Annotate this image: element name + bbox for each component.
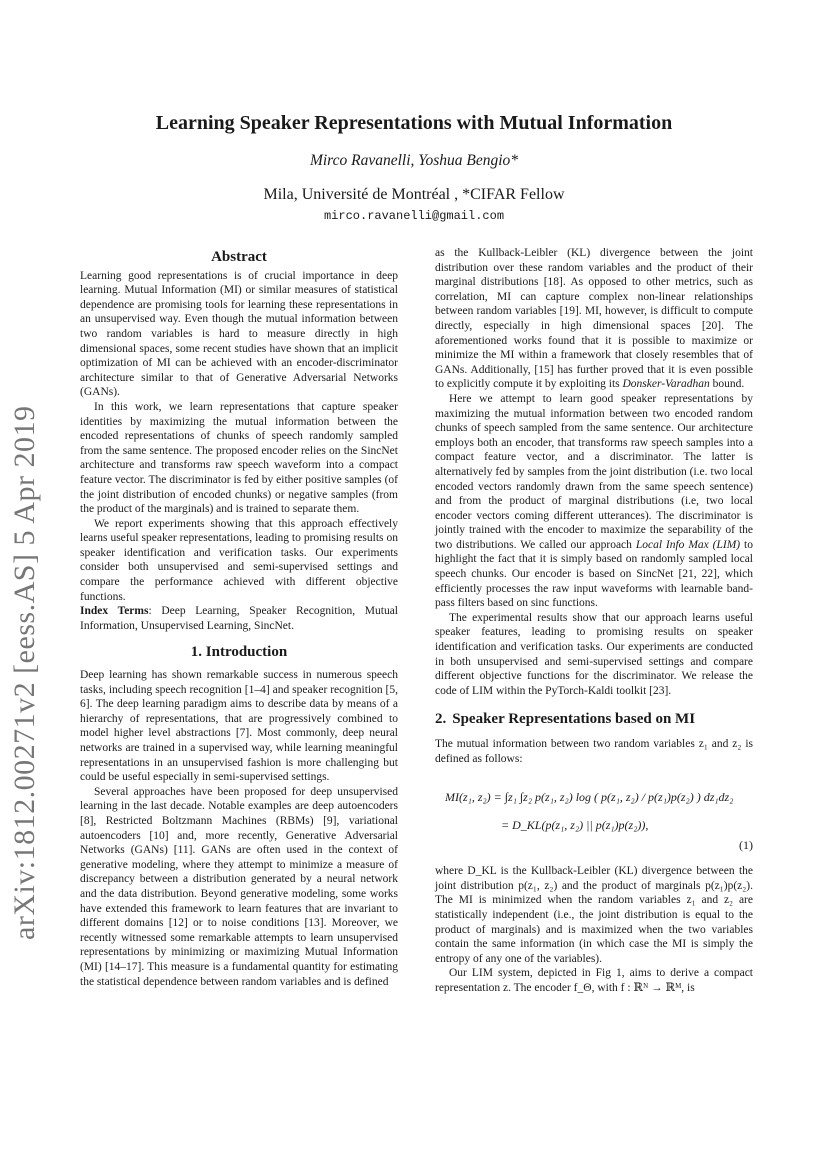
paper-title: Learning Speaker Representations with Mutual Information [155, 112, 673, 134]
abstract-paragraph-2: In this work, we learn representations that capture speaker identities by maximizing the mutual information between the encoded representations of chunks of speech randomly sampled from the same sentence. The proposed encoder relies on the SincNet architecture and transforms raw speech waveform into a compact feature vector. The discriminator is fed by either positive samples (of the joint distribution of encoded chunks) or negative samples (from the product of the marginals) and is trained to separate them. [80, 400, 398, 516]
right-paragraph-6: Our LIM system, depicted in Fig 1, aims to derive a compact representation z. The encoder f_Θ, with f : ℝᴺ → ℝᴹ, is [435, 967, 753, 994]
right-paragraph-1 [435, 246, 753, 392]
right-paragraph-3: The experimental results show that our approach learns useful speaker features, leading to promising results on speaker identification and verification tasks. Our experiments are conducted in both unsupervised and semi-supervised settings and compare different objective functions for the discriminator. We release the code of LIM within the PyTorch-Kaldi toolkit [23]. [435, 611, 753, 697]
section-2-number: 2. [435, 711, 447, 728]
right-column [435, 246, 753, 996]
intro-paragraph-1: Deep learning has shown remarkable success in numerous speech tasks, including speech recognition [1–4] and speaker recognition [5, 6]. The deep learning paradigm aims to describe data by means of a hierarchy of representations, that are progressively combined to model higher level abstractions [7]. Most commonly, deep neural networks are trained in a supervised way, while learning meaningful representations in an unsupervised fashion is more challenging but could be useful especially in semi-supervised settings. [80, 669, 398, 784]
right-paragraph-2 [435, 392, 753, 611]
paper-email[interactable]: mirco.ravanelli@gmail.com [323, 209, 505, 223]
intro-heading: 1. Introduction [190, 644, 288, 661]
arxiv-stamp-text: arXiv:1812.00271v2 [eess.AS] 5 Apr 2019 [8, 405, 41, 940]
intro-paragraph-2: Several approaches have been proposed for deep unsupervised learning in the last decade. Notable examples are deep autoencoders [8], Restricted Boltzmann Machines (RBMs) [9], variational autoencoders [10] and, more recently, Generative Adversarial Networks (GANs) [11]. GANs are often used in the context of generative modeling, where they attempt to minimize a measure of discrepancy between a distribution generated by a neural network and the data distribution. Beyond generative modeling, some works have extended this framework to learn features that are invariant to different domains [12] or to noise conditions [13]. Moreover, we recently witnessed some remarkable attempts to learn unsupervised representations by minimizing or maximizing Mutual Information (MI) [14–17]. This measure is a fundamental quantity for estimating the statistical dependence between random variables and is defined [80, 785, 398, 988]
right-paragraph-2-end: to highlight the fact that it is simply based on randomly sampled local speech chunks. Our encoder is based on SincNet [21, 22], which efficiently processes the raw input waveforms with learnable band-pass filters based on sinc functions. [435, 538, 753, 610]
equation-line-2: = D_KL(p(z₁, z₂) || p(z₁)p(z₂)), [501, 818, 649, 833]
paper-authors: Mirco Ravanelli, Yoshua Bengio* [309, 152, 519, 169]
lim-term: Local Info Max (LIM) [635, 538, 741, 551]
section-2-heading [435, 712, 753, 727]
equation-1 [435, 784, 753, 854]
right-paragraph-1-end: bound. [709, 378, 745, 391]
section-2-title: Speaker Representations based on MI [452, 711, 696, 728]
right-paragraph-1-text: as the Kullback-Leibler (KL) divergence between the joint distribution over these random variables and the product of their marginal distributions [18]. As opposed to other metrics, such as correlation, MI can capture complex non-linear relationships between random variables [19]. MI, however, is difficult to compute directly, especially in high dimensional spaces [20]. The aforementioned works found that it is possible to maximize or minimize the MI within a framework that closely resembles that of GANs. Additionally, [15] has further proved that it is even possible to explicitly compute it by exploiting its [435, 247, 753, 391]
right-paragraph-4: The mutual information between two random variables z₁ and z₂ is defined as follows: [435, 738, 753, 765]
donsker-varadhan-term: Donsker-Varadhan [622, 378, 710, 391]
abstract-heading: Abstract [211, 249, 267, 265]
index-terms-label: Index Terms [80, 605, 149, 618]
equation-line-1: MI(z₁, z₂) = ∫z₁ ∫z₂ p(z₁, z₂) log ( p(z₁, z₂) / p(z₁)p(z₂) ) dz₁dz₂ [445, 790, 734, 805]
paper-affiliation: Mila, Université de Montréal , *CIFAR Fellow [263, 186, 565, 203]
index-terms [80, 604, 398, 633]
index-terms-text: : Deep Learning, Speaker Recognition, Mutual Information, Unsupervised Learning, SincNet. [80, 605, 398, 632]
abstract-paragraph-1: Learning good representations is of crucial importance in deep learning. Mutual Information (MI) or similar measures of statistical dependence are promising tools for learning these representations in an unsupervised way. Even though the mutual information between two random variables is hard to measure directly in high dimensional spaces, some recent studies have shown that an implicit optimization of MI can be achieved with an encoder-discriminator architecture similar to that of Generative Adversarial Networks (GANs). [80, 269, 398, 399]
right-paragraph-2-text: Here we attempt to learn good speaker representations by maximizing the mutual information between two encoded random chunks of speech sampled from the same sentence. Our architecture employs both an encoder, that transforms raw speech samples into a compact feature vector, and a discriminator. The latter is alternatively fed by samples from the joint distribution (i.e. two local encoded vectors randomly drawn from the same speech sentence) and from the product of marginal distributions (i.e, two local encoder vectors coming different utterances). The discriminator is jointly trained with the encoder to maximize the separability of the two distributions. We called our approach [435, 392, 753, 551]
abstract-paragraph-3: We report experiments showing that this approach effectively learns useful speaker representations, leading to promising results on speaker identification and verification tasks. Our experiments consider both unsupervised and semi-supervised settings and compare the performance achieved with different objective functions. [80, 517, 398, 603]
left-column [80, 246, 398, 989]
right-paragraph-5: where D_KL is the Kullback-Leibler (KL) divergence between the joint distribution p(z₁, z₂) and the product of marginals p(z₁)p(z₂). The MI is minimized when the random variables z₁ and z₂ are statistically independent (i.e., the joint distribution is equal to the product of marginals) and is maximized when the two variables contain the same information (in which case the MI is simply the entropy of any one of the variables). [435, 865, 753, 965]
equation-number: (1) [739, 838, 753, 853]
